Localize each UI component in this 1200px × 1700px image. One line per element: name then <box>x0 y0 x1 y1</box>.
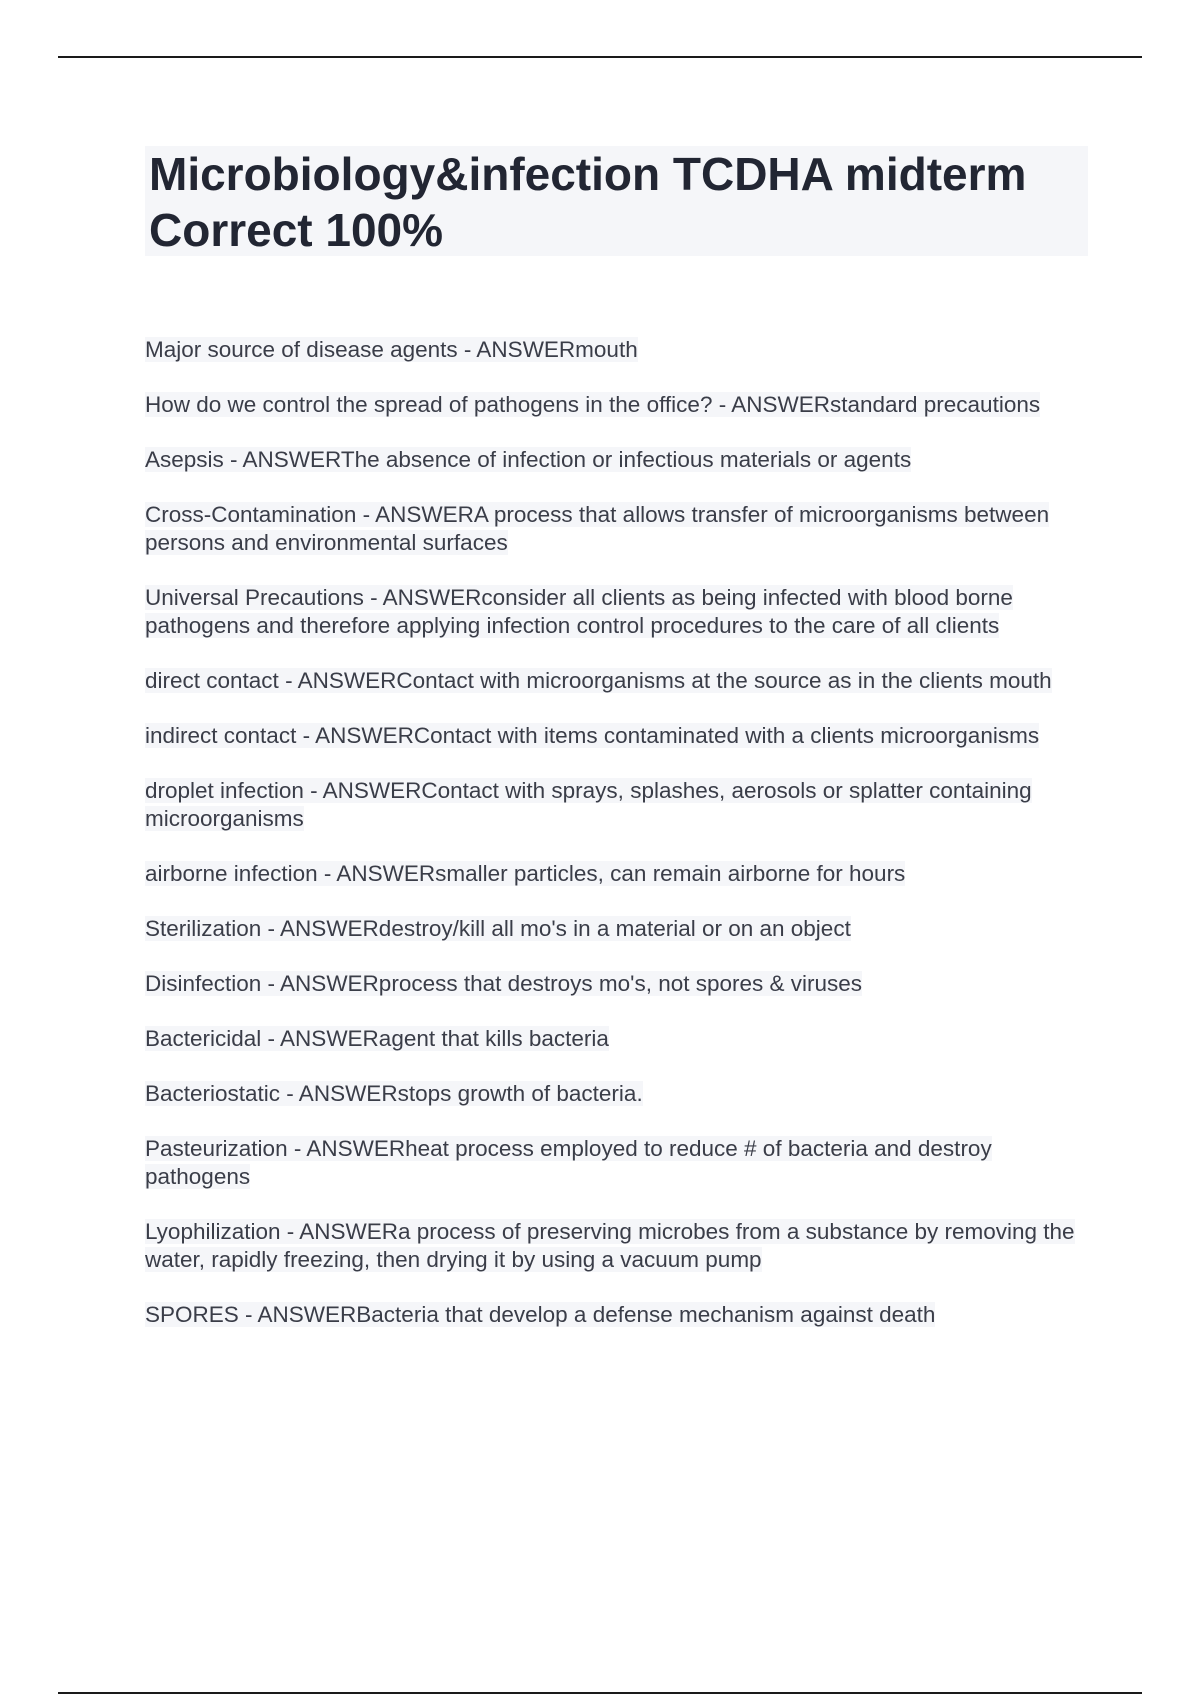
qa-item-10 <box>145 915 1090 943</box>
qa-text: Bactericidal - ANSWERagent that kills bacteria <box>145 1026 609 1051</box>
qa-text: Sterilization - ANSWERdestroy/kill all mo's in a material or on an object <box>145 916 851 941</box>
qa-text: Major source of disease agents - ANSWERmouth <box>145 337 638 362</box>
qa-text: droplet infection - ANSWERContact with sprays, splashes, aerosols or splatter containing microorganisms <box>145 778 1032 831</box>
qa-item-16 <box>145 1301 1090 1329</box>
qa-item-1 <box>145 336 1090 364</box>
qa-text: Asepsis - ANSWERThe absence of infection or infectious materials or agents <box>145 447 912 472</box>
title-block <box>145 146 1088 256</box>
qa-text: direct contact - ANSWERContact with microorganisms at the source as in the clients mouth <box>145 668 1052 693</box>
qa-item-5 <box>145 584 1090 640</box>
qa-item-8 <box>145 777 1090 833</box>
qa-item-11 <box>145 970 1090 998</box>
qa-item-12 <box>145 1025 1090 1053</box>
qa-item-15 <box>145 1218 1090 1274</box>
qa-item-4 <box>145 501 1090 557</box>
qa-text: airborne infection - ANSWERsmaller particles, can remain airborne for hours <box>145 861 906 886</box>
qa-text: How do we control the spread of pathogens in the office? - ANSWERstandard precautions <box>145 392 1041 417</box>
qa-item-14 <box>145 1135 1090 1191</box>
qa-item-13 <box>145 1080 1090 1108</box>
qa-text: Disinfection - ANSWERprocess that destroys mo's, not spores & viruses <box>145 971 863 996</box>
qa-item-9 <box>145 860 1090 888</box>
qa-text: Pasteurization - ANSWERheat process employed to reduce # of bacteria and destroy pathogens <box>145 1136 992 1189</box>
qa-text: indirect contact - ANSWERContact with items contaminated with a clients microorganisms <box>145 723 1040 748</box>
qa-item-3 <box>145 446 1090 474</box>
qa-list <box>145 336 1090 1356</box>
qa-text: Cross-Contamination - ANSWERA process that allows transfer of microorganisms between persons and environmental surfaces <box>145 502 1050 555</box>
qa-item-2 <box>145 391 1090 419</box>
qa-text: Universal Precautions - ANSWERconsider all clients as being infected with blood borne pathogens and therefore applying infection control procedures to the care of all clients <box>145 585 1013 638</box>
qa-text: Bacteriostatic - ANSWERstops growth of bacteria. <box>145 1081 643 1106</box>
bottom-rule <box>58 1692 1142 1694</box>
document-title: Microbiology&infection TCDHA midterm Correct 100% <box>149 148 1027 256</box>
qa-text: Lyophilization - ANSWERa process of preserving microbes from a substance by removing the water, rapidly freezing, then drying it by using a vacuum pump <box>145 1219 1075 1272</box>
qa-item-6 <box>145 667 1090 695</box>
top-rule <box>58 56 1142 58</box>
qa-text: SPORES - ANSWERBacteria that develop a defense mechanism against death <box>145 1302 936 1327</box>
qa-item-7 <box>145 722 1090 750</box>
